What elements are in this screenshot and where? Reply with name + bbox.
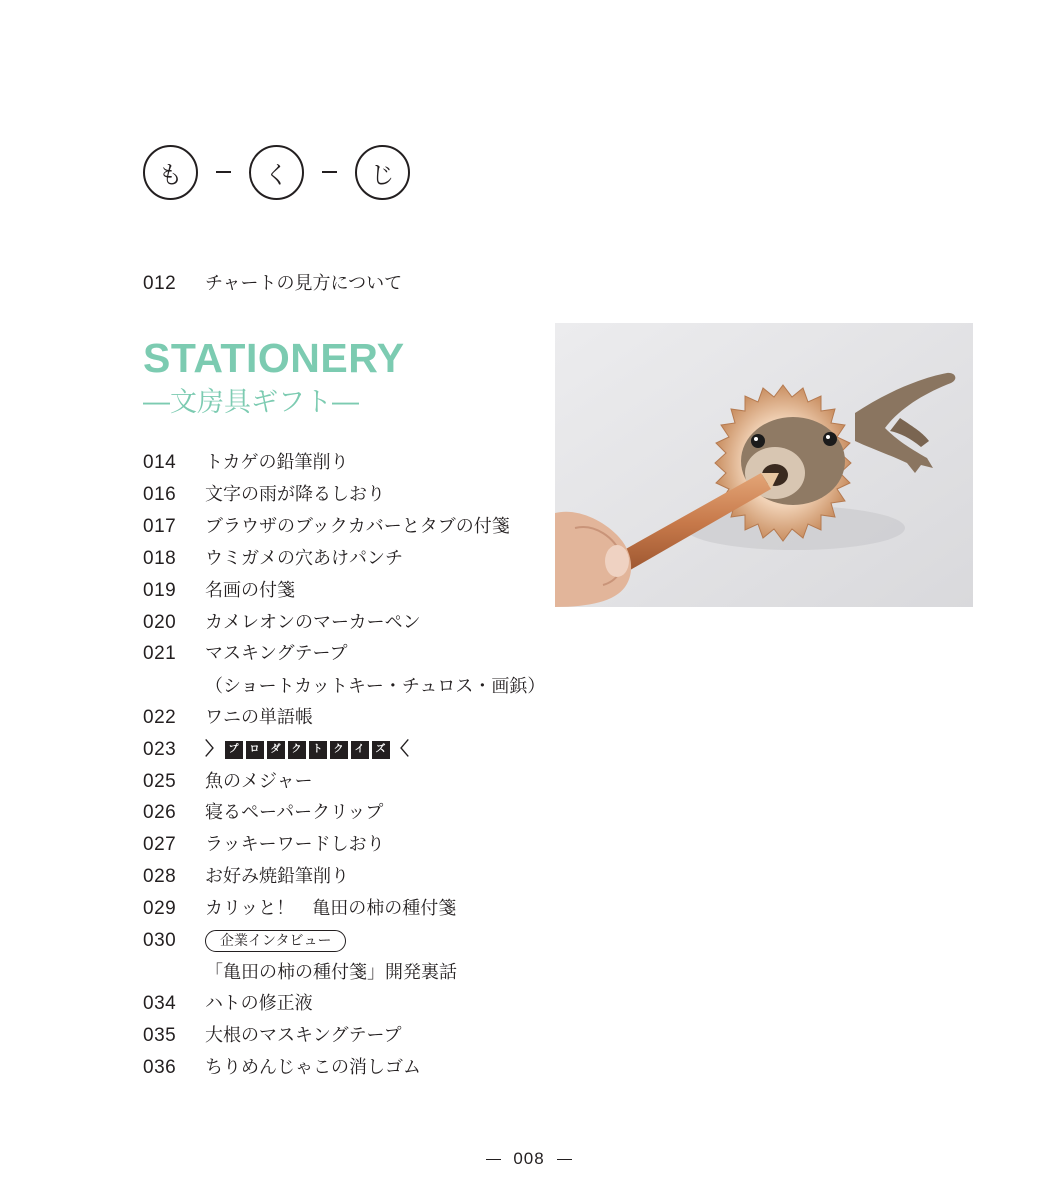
- entry-title: 文字の雨が降るしおり: [205, 484, 385, 505]
- interview-badge: 企業インタビュー: [205, 930, 346, 952]
- page-number: 025: [143, 771, 177, 792]
- entry-title: ラッキーワードしおり: [205, 834, 385, 855]
- entry-title: トカゲの鉛筆削り: [205, 452, 349, 473]
- entry-title: お好み焼鉛筆削り: [205, 866, 349, 887]
- quiz-letter: ク: [288, 741, 306, 759]
- page-number: 023: [143, 739, 177, 760]
- entry-continuation: 「亀田の柿の種付箋」開発裏話: [205, 962, 457, 983]
- toc-entry-quiz[interactable]: [143, 736, 409, 764]
- entry-title: ウミガメの穴あけパンチ: [205, 548, 403, 569]
- page-number: 020: [143, 612, 177, 633]
- toc-entry[interactable]: [143, 768, 313, 796]
- toc-entry[interactable]: [143, 831, 385, 859]
- toc-entry[interactable]: [143, 1022, 402, 1050]
- page-number: 019: [143, 580, 177, 601]
- footer-dash: [486, 1159, 501, 1161]
- page-number: 016: [143, 484, 177, 505]
- entry-title: ちりめんじゃこの消しゴム: [205, 1057, 421, 1078]
- quiz-letter: ダ: [267, 741, 285, 759]
- page-footer: [0, 1149, 1058, 1169]
- page-number: 028: [143, 866, 177, 887]
- entry-title: ワニの単語帳: [205, 707, 313, 728]
- toc-entry[interactable]: [143, 895, 456, 923]
- toc-entry[interactable]: [143, 545, 403, 573]
- title-char-circle: く: [249, 145, 304, 200]
- title-dash: [216, 171, 231, 173]
- entry-title: 魚のメジャー: [205, 771, 313, 792]
- quiz-letter: ロ: [246, 741, 264, 759]
- quiz-letter: ト: [309, 741, 327, 759]
- page-number: 017: [143, 516, 177, 537]
- toc-entry-intro[interactable]: [143, 270, 402, 298]
- page-number: 027: [143, 834, 177, 855]
- toc-entry[interactable]: [143, 1054, 421, 1082]
- entry-continuation: （ショートカットキー・チュロス・画鋲）: [205, 676, 546, 697]
- quiz-letter: ク: [330, 741, 348, 759]
- toc-entry[interactable]: [143, 704, 313, 732]
- toc-entry-interview[interactable]: [143, 927, 346, 955]
- page-number: 018: [143, 548, 177, 569]
- lizard-sharpener-photo: [555, 323, 973, 607]
- product-quiz-logo: [205, 740, 409, 760]
- entry-title: ブラウザのブックカバーとタブの付箋: [205, 516, 510, 537]
- toc-entry[interactable]: [143, 990, 313, 1018]
- page-number: 030: [143, 930, 177, 951]
- title-char-circle: じ: [355, 145, 410, 200]
- quiz-letter: イ: [351, 741, 369, 759]
- page-number: 035: [143, 1025, 177, 1046]
- title-dash: [322, 171, 337, 173]
- toc-entry[interactable]: [143, 609, 421, 637]
- toc-entry[interactable]: [143, 513, 510, 541]
- toc-entry[interactable]: [143, 799, 383, 827]
- page-number: 014: [143, 452, 177, 473]
- section-title: STATIONERY: [143, 335, 405, 381]
- page-title: [143, 142, 410, 202]
- entry-title: ハトの修正液: [205, 993, 313, 1014]
- chevron-right-icon: 〉: [205, 739, 223, 760]
- quiz-letter: ズ: [372, 741, 390, 759]
- chevron-left-icon: 〈: [391, 739, 409, 760]
- page-number: 034: [143, 993, 177, 1014]
- toc-entry[interactable]: [143, 577, 295, 605]
- entry-title: 寝るペーパークリップ: [205, 802, 384, 823]
- section-subtitle: ―文房具ギフト―: [143, 387, 359, 418]
- entry-title: 名画の付箋: [205, 580, 295, 601]
- page-number: 036: [143, 1057, 177, 1078]
- page-number: 021: [143, 643, 177, 664]
- footer-dash: [557, 1159, 572, 1161]
- page-number-footer: 008: [513, 1149, 545, 1168]
- toc-entry[interactable]: [143, 449, 348, 477]
- page-number: 026: [143, 802, 177, 823]
- entry-title: 大根のマスキングテープ: [205, 1025, 402, 1046]
- quiz-letter: プ: [225, 741, 243, 759]
- toc-entry[interactable]: [143, 640, 348, 668]
- toc-entry[interactable]: [143, 863, 349, 891]
- entry-title: カリッと！ 亀田の柿の種付箋: [205, 898, 457, 919]
- entry-title: チャートの見方について: [205, 273, 403, 294]
- title-char-circle: も: [143, 145, 198, 200]
- toc-entry[interactable]: [143, 481, 385, 509]
- entry-title: カメレオンのマーカーペン: [205, 612, 421, 633]
- entry-title: マスキングテープ: [205, 643, 348, 664]
- page-number: 022: [143, 707, 177, 728]
- page-number: 029: [143, 898, 177, 919]
- page-number: 012: [143, 273, 177, 294]
